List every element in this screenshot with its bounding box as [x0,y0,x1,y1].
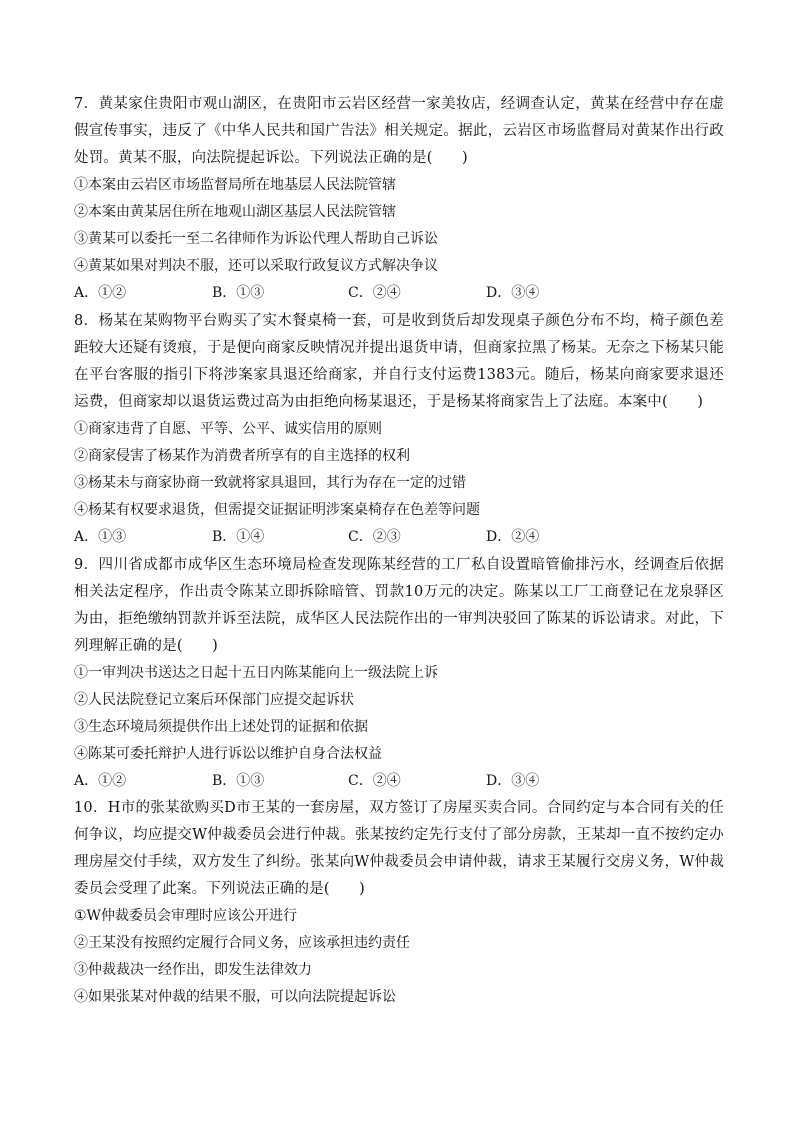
option-statement: ③仲裁裁决一经作出，即发生法律效力 [74,962,312,978]
choice-a: A．①② [74,285,127,301]
option-statement: ③生态环境局须提供作出上述处罚的证据和依据 [74,719,368,735]
option-statement: ①本案由云岩区市场监督局所在地基层人民法院管辖 [74,177,396,193]
question-stem: 10．H市的张某欲购买D市王某的一套房屋，双方签订了房屋买卖合同。合同约定与本合同有关的任何争议，均应提交W仲裁委员会进行仲裁。张某按约定先行支付了部分房款，王某却一直不按约定办理房屋交付手续，双方发生了纠纷。张某向W仲裁委员会申请仲裁，请求王某履行交房义务，W仲裁委员会受理了此案。下列说法正确的是( ) [74,800,724,897]
question-8 [74,308,724,551]
question-10 [74,795,724,1011]
question-7 [74,91,724,307]
question-stem: 9．四川省成都市成华区生态环境局检查发现陈某经营的工厂私自设置暗管偷排污水，经调查后依据相关法定程序，作出责令陈某立即拆除暗管、罚款10万元的决定。陈某以工厂工商登记在龙泉驿区为由，拒绝缴纳罚款并诉至法院，成华区人民法院作出的一审判决驳回了陈某的诉讼请求。对此，下列理解正确的是( ) [74,557,724,654]
choice-c: C．②④ [348,285,401,301]
choice-a: A．①③ [74,529,127,545]
question-stem: 8．杨某在某购物平台购买了实木餐桌椅一套，可是收到货后却发现桌子颜色分布不均，椅子颜色差距较大还疑有烫痕，于是便向商家反映情况并提出退货申请，但商家拉黑了杨某。无奈之下杨某只能在平台客服的指引下将涉案家具退还给商家，并自行支付运费1383元。随后，杨某向商家要求退还运费，但商家却以退货运费过高为由拒绝向杨某退还，于是杨某将商家告上了法庭。本案中( ) [74,313,724,410]
option-statement: ③黄某可以委托一至二名律师作为诉讼代理人帮助自己诉讼 [74,231,438,247]
option-statement: ③杨某未与商家协商一致就将家具退回，其行为存在一定的过错 [74,475,466,491]
option-statement: ④如果张某对仲裁的结果不服，可以向法院提起诉讼 [74,989,396,1005]
answer-choices [74,768,724,795]
choice-c: C．②③ [348,529,401,545]
option-statement: ①W仲裁委员会审理时应该公开进行 [74,908,297,924]
choice-b: B．①③ [212,285,265,301]
option-statement: ②商家侵害了杨某作为消费者所享有的自主选择的权利 [74,448,410,464]
option-statement: ②人民法院登记立案后环保部门应提交起诉状 [74,692,354,708]
option-statement: ②王某没有按照约定履行合同义务，应该承担违约责任 [74,935,410,951]
choice-d: D．③④ [486,285,540,301]
choice-d: D．②④ [486,529,540,545]
option-statement: ④黄某如果对判决不服，还可以采取行政复议方式解决争议 [74,258,438,274]
answer-choices [74,280,724,307]
option-statement: ②本案由黄某居住所在地观山湖区基层人民法院管辖 [74,204,396,220]
option-statement: ①一审判决书送达之日起十五日内陈某能向上一级法院上诉 [74,665,438,681]
option-statement: ④杨某有权要求退货，但需提交证据证明涉案桌椅存在色差等问题 [74,502,480,518]
choice-c: C．②④ [348,773,401,789]
choice-a: A．①② [74,773,127,789]
option-statement: ④陈某可委托辩护人进行诉讼以维护自身合法权益 [74,746,382,762]
choice-d: D．③④ [486,773,540,789]
choice-b: B．①④ [212,529,265,545]
choice-b: B．①③ [212,773,265,789]
option-statement: ①商家违背了自愿、平等、公平、诚实信用的原则 [74,421,382,437]
question-9 [74,552,724,795]
question-stem: 7．黄某家住贵阳市观山湖区，在贵阳市云岩区经营一家美妆店，经调查认定，黄某在经营中存在虚假宣传事实，违反了《中华人民共和国广告法》相关规定。据此，云岩区市场监督局对黄某作出行政处罚。黄某不服，向法院提起诉讼。下列说法正确的是( ) [74,96,724,166]
answer-choices [74,524,724,551]
